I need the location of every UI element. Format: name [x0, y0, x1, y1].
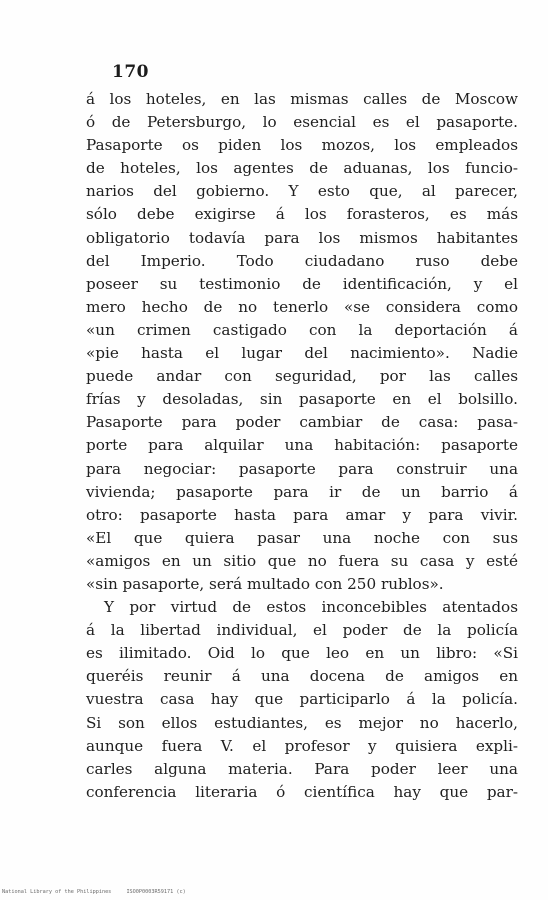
text-line: «amigos en un sitio que no fuera su casa y esté [86, 551, 518, 570]
text-line: del Imperio. Todo ciudadano ruso debe [86, 251, 518, 270]
scan-identifier: ISO0P0003R59171 (c) [126, 889, 186, 895]
text-line: sólo debe exigirse á los forasteros, es más [86, 205, 518, 224]
text-line: carles alguna materia. Para poder leer una [86, 759, 518, 778]
text-line: queréis reunir á una docena de amigos en [86, 667, 518, 686]
text-line: ó de Petersburgo, lo esencial es el pasaporte. [86, 113, 518, 132]
body-text [86, 88, 518, 804]
text-line: conferencia literaria ó científica hay que par- [86, 782, 518, 801]
text-line: aunque fuera V. el profesor y quisiera expli- [86, 736, 518, 755]
text-line: mero hecho de no tenerlo «se considera como [86, 297, 518, 316]
text-line: de hoteles, los agentes de aduanas, los funcio- [86, 159, 518, 178]
text-line: á los hoteles, en las mismas calles de Moscow [86, 90, 518, 108]
text-line: otro: pasaporte hasta para amar y para vivir. [86, 505, 518, 524]
text-line: Si son ellos estudiantes, es mejor no hacerlo, [86, 713, 518, 732]
text-line: «un crimen castigado con la deportación á [86, 320, 518, 339]
scan-footer [2, 889, 186, 895]
text-line: «sin pasaporte, será multado con 250 rublos». [86, 574, 444, 593]
text-line: poseer su testimonio de identificación, y el [86, 274, 518, 293]
text-line: es ilimitado. Oid lo que leo en un libro: «Si [86, 644, 518, 663]
text-line: Pasaporte para poder cambiar de casa: pasa- [86, 413, 518, 432]
page-number: 170 [112, 62, 149, 82]
text-line: obligatorio todavía para los mismos habitantes [86, 228, 518, 247]
text-line: vuestra casa hay que participarlo á la policía. [86, 690, 518, 709]
text-line: á la libertad individual, el poder de la policía [86, 621, 518, 640]
text-line: vivienda; pasaporte para ir de un barrio á [86, 482, 518, 501]
text-line: porte para alquilar una habitación: pasaporte [86, 436, 518, 455]
text-line: «pie hasta el lugar del nacimiento». Nadie [86, 344, 518, 363]
library-credit: National Library of the Philippines [2, 889, 112, 895]
text-line: Pasaporte os piden los mozos, los empleados [86, 136, 518, 155]
text-line: Y por virtud de estos inconcebibles atentados [104, 598, 518, 617]
text-line: para negociar: pasaporte para construir una [86, 459, 518, 478]
text-line: frías y desoladas, sin pasaporte en el bolsillo. [86, 390, 518, 409]
text-line: narios del gobierno. Y esto que, al parecer, [86, 182, 518, 201]
text-line: «El que quiera pasar una noche con sus [86, 528, 518, 547]
text-line: puede andar con seguridad, por las calles [86, 367, 518, 386]
